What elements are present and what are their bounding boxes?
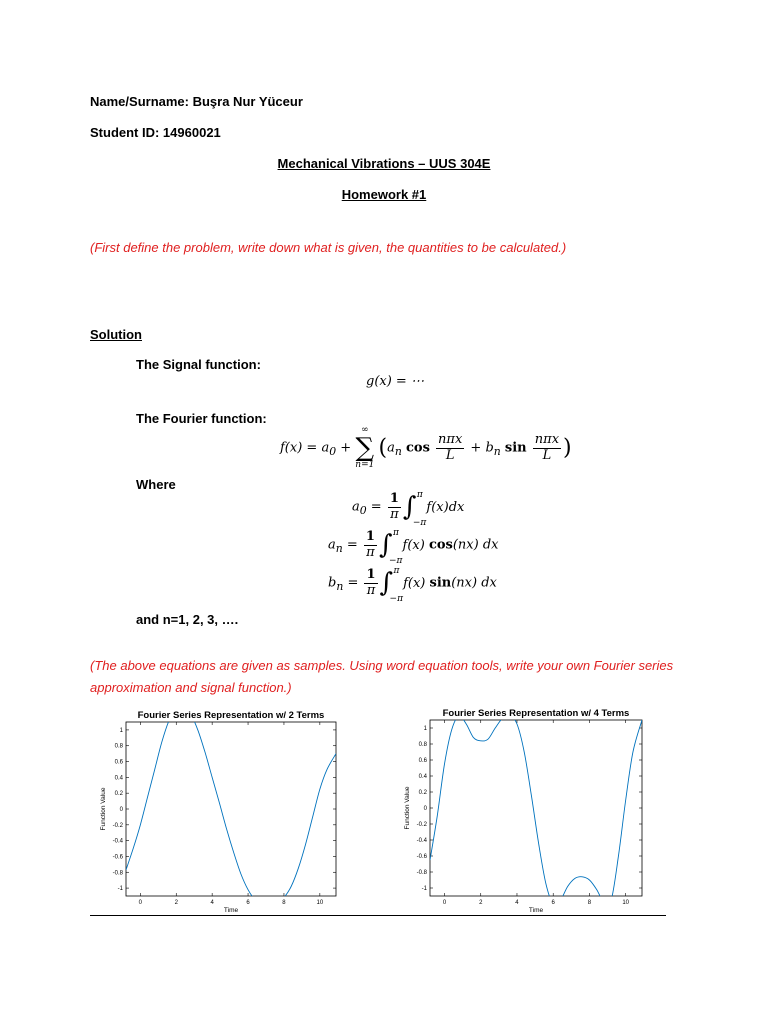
plus-sign: +	[340, 440, 352, 456]
sum-symbol	[355, 426, 374, 470]
y-tick-label: -0.4	[112, 838, 123, 845]
an-symbol: a	[387, 440, 395, 456]
bn-frac	[364, 568, 377, 598]
instruction-equations-line2: approximation and signal function.)	[90, 680, 292, 695]
x-tick-label: 8	[587, 900, 592, 906]
bn-equation	[328, 566, 497, 604]
a0-int-bottom: −π	[412, 518, 427, 528]
cos-fn: cos	[405, 440, 430, 456]
an-equals: =	[342, 537, 362, 553]
y-tick-label: -0.8	[416, 870, 427, 876]
y-axis-label: Function Value	[100, 787, 107, 831]
plus-sign-2: +	[470, 440, 482, 456]
fourier-equation	[280, 426, 572, 470]
sum-upper: ∞	[361, 425, 369, 435]
y-tick-label: 0	[423, 806, 427, 812]
bn-integrand-tail: (nx) dx	[451, 575, 497, 591]
signal-label: The Signal function:	[136, 357, 261, 372]
y-axis-label: Function Value	[404, 786, 411, 830]
sub-0: 0	[329, 445, 337, 459]
frac-den: L	[445, 447, 455, 463]
x-tick-label: 0	[138, 900, 143, 906]
x-tick-label: 2	[174, 900, 178, 906]
an-frac-num: 1	[365, 529, 375, 545]
a0-equals: =	[366, 499, 386, 515]
sub-n: n	[394, 445, 402, 459]
a0-frac-num: 1	[389, 491, 399, 507]
sigma-glyph: ∑	[355, 433, 375, 463]
bn-sub: n	[336, 580, 344, 594]
a0-int-top: π	[416, 490, 423, 500]
y-tick-label: 0.6	[418, 758, 427, 764]
y-tick-label: -1	[117, 886, 123, 893]
an-frac	[364, 530, 377, 560]
an-integrand: f(x)	[402, 537, 429, 553]
an-cos: cos	[428, 537, 453, 553]
frac-num-2: nπx	[534, 432, 560, 448]
open-paren: (	[378, 435, 388, 461]
plot-frame	[126, 722, 336, 896]
an-equation	[328, 528, 499, 566]
bn-lhs: b	[328, 575, 337, 591]
y-tick-label: 0.2	[114, 791, 123, 798]
y-tick-label: -1	[421, 886, 427, 892]
y-tick-label: -0.6	[416, 854, 427, 860]
instruction-equations-line1: (The above equations are given as samples. Using word equation tools, write your own Fourier series	[90, 658, 674, 673]
chart-title: Fourier Series Representation w/ 4 Terms	[442, 708, 630, 719]
x-tick-label: 6	[551, 900, 555, 906]
sum-lower: n=1	[355, 460, 375, 470]
x-tick-label: 10	[622, 900, 630, 906]
y-tick-label: 0.4	[418, 774, 427, 780]
y-tick-label: 1	[119, 727, 123, 734]
y-tick-label: -0.2	[416, 822, 427, 828]
a0-symbol: a	[352, 499, 360, 515]
frac-den-2: L	[542, 447, 552, 463]
bn-integrand: f(x)	[403, 575, 430, 591]
course-title: Mechanical Vibrations – UUS 304E	[277, 156, 491, 171]
close-paren: )	[563, 435, 572, 461]
x-axis-label: Time	[223, 907, 239, 914]
y-tick-label: 0	[119, 807, 123, 813]
homework-title: Homework #1	[341, 187, 427, 202]
y-tick-label: 0.2	[418, 790, 427, 796]
y-tick-label: -0.2	[112, 822, 123, 829]
an-lhs: a	[328, 537, 336, 553]
y-tick-label: 1	[423, 726, 427, 732]
x-tick-label: 0	[442, 900, 447, 906]
integral-sign: ∫ π −π	[402, 490, 427, 528]
signal-equation: g(x) = ⋯	[366, 374, 424, 389]
y-tick-label: 0.6	[114, 759, 123, 766]
student-id-line: Student ID: 14960021	[90, 125, 221, 140]
an-integrand-tail: (nx) dx	[452, 537, 499, 553]
integral-sign: ∫ π −π	[378, 528, 403, 566]
solution-heading: Solution	[90, 327, 142, 342]
divider	[90, 915, 666, 916]
chart-2-terms	[96, 706, 346, 914]
y-tick-label: 0.8	[114, 743, 123, 750]
bn-int-top: π	[393, 566, 400, 576]
an-frac-den: π	[366, 544, 375, 560]
chart-title: Fourier Series Representation w/ 2 Terms	[137, 710, 325, 721]
x-axis-label: Time	[528, 907, 544, 914]
name-line: Name/Surname: Buşra Nur Yüceur	[90, 94, 303, 109]
bn-equals: =	[343, 575, 363, 591]
where-label: Where	[136, 477, 176, 492]
f-lhs: f(x) = a	[280, 440, 330, 456]
a0-frac-den: π	[390, 506, 399, 522]
x-tick-label: 8	[282, 900, 286, 906]
y-tick-label: -0.4	[416, 838, 427, 844]
bn-int-bottom: −π	[389, 594, 403, 604]
bn-sin: sin	[429, 575, 452, 591]
an-int-bottom: −π	[388, 556, 403, 566]
x-tick-label: 4	[515, 900, 519, 906]
a0-frac	[388, 492, 401, 522]
bn-frac-num: 1	[366, 567, 376, 583]
y-tick-label: 0.8	[418, 742, 427, 748]
y-tick-label: -0.6	[112, 854, 123, 861]
x-tick-label: 2	[479, 900, 483, 906]
instruction-problem: (First define the problem, write down what is given, the quantities to be calculated.)	[90, 240, 567, 255]
sub-n-2: n	[493, 445, 501, 459]
x-tick-label: 10	[316, 900, 324, 906]
fourier-label: The Fourier function:	[136, 411, 267, 426]
a0-equation	[352, 490, 465, 528]
a0-integrand: f(x)dx	[426, 499, 465, 515]
chart-4-terms	[400, 704, 652, 914]
y-tick-label: 0.4	[114, 775, 123, 782]
integral-sign: ∫ π −π	[379, 566, 403, 604]
frac-num: nπx	[438, 432, 463, 448]
fraction-npix-l-2	[533, 433, 561, 463]
sin-fn: sin	[504, 440, 527, 456]
bn-symbol: b	[485, 440, 494, 456]
bn-frac-den: π	[366, 582, 376, 598]
fraction-npix-l	[436, 433, 464, 463]
an-sub: n	[335, 542, 343, 556]
plot-frame	[430, 720, 642, 896]
x-tick-label: 6	[246, 900, 250, 906]
a0-sub: 0	[359, 504, 367, 518]
n-values-line: and n=1, 2, 3, ….	[136, 612, 239, 627]
y-tick-label: -0.8	[112, 870, 123, 877]
an-int-top: π	[392, 528, 399, 538]
x-tick-label: 4	[210, 900, 214, 906]
